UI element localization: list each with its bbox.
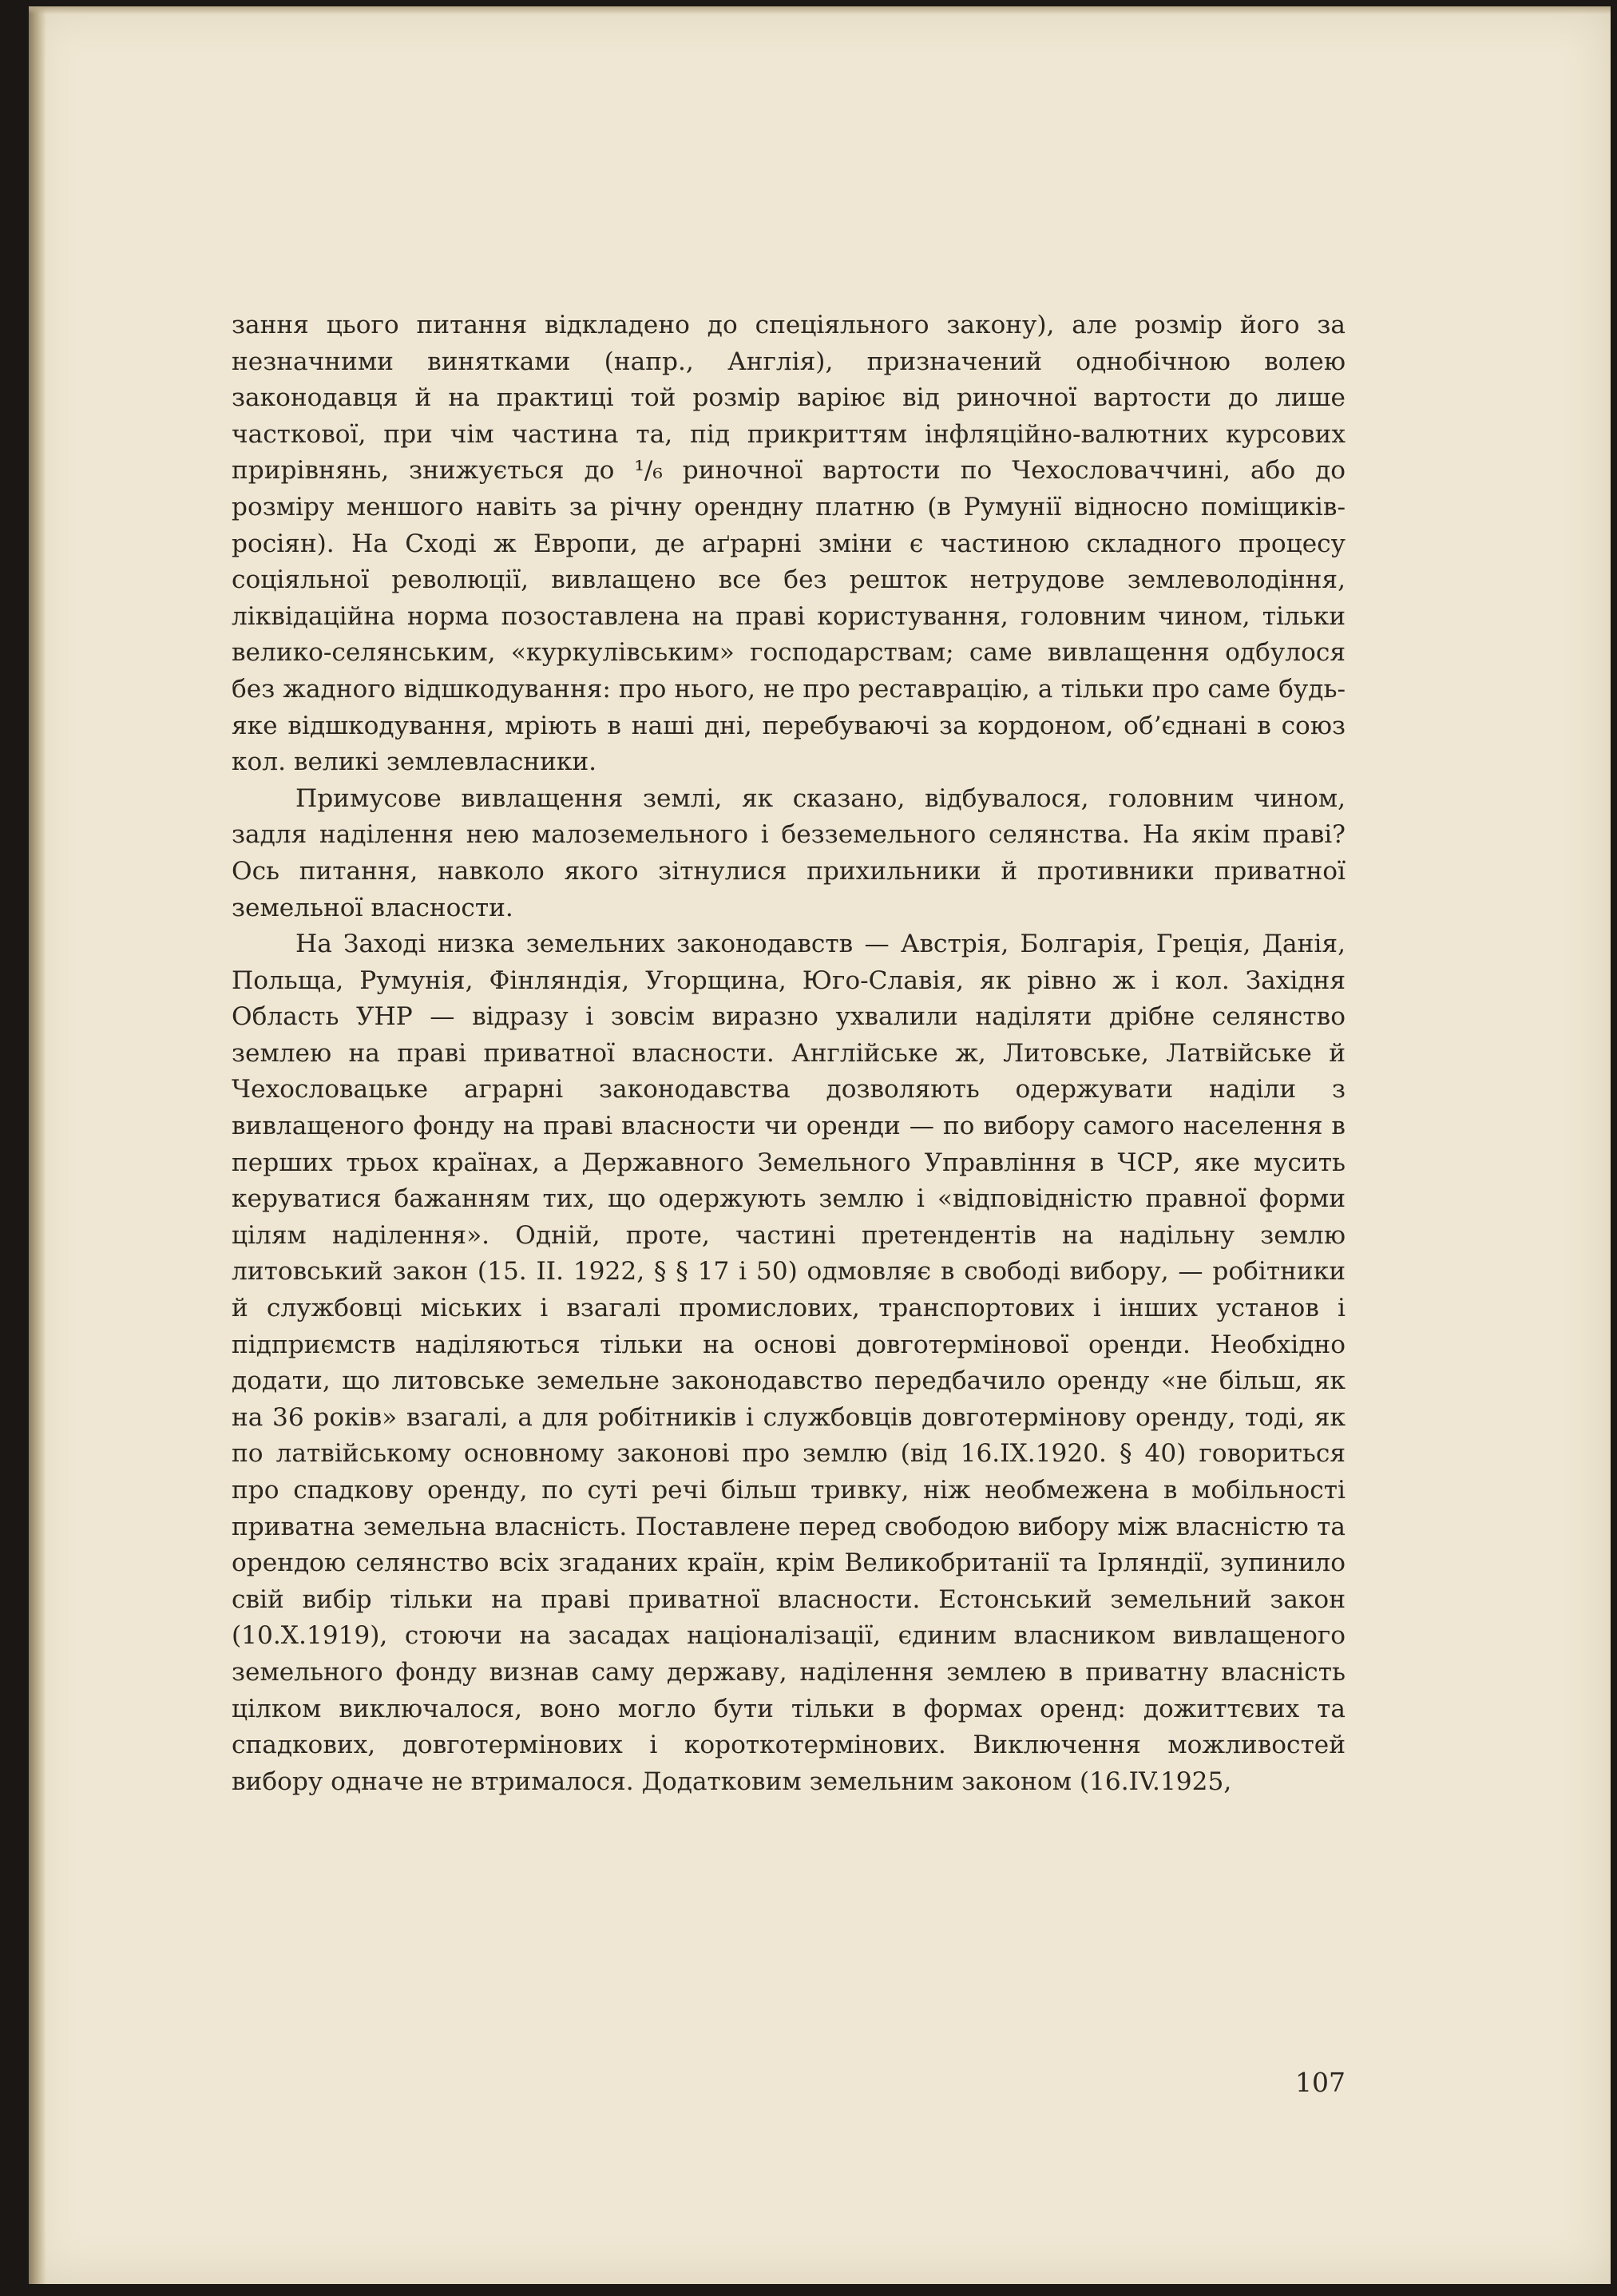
page-spine-edge	[29, 6, 46, 2284]
paragraph-1: зання цього питання відкладено до спеціяльного закону), але розмір його за незначними винятками (напр., Англія), призначений однобічною волею законодавця й на практиці той розмір варіює від риночної вартости до лише часткової, при чім частина та, під прикриттям інфляційно-валютних курсових прирівнянь, знижується до ¹/₆ риночної вартости по Чехословаччині, або до розміру меншого навіть за річну орендну платню (в Румунії відносно поміщиків-росіян). На Сході ж Европи, де аґрарні зміни є частиною складного процесу соціяльної революції, вивлащено все без решток нетрудове землеволодіння, ліквідаційна норма позоставлена на праві користування, головним чином, тільки велико-селянським, «куркулівським» господарствам; саме вивлащення одбулося без жадного відшкодування: про нього, не про реставрацію, а тільки про саме будь-яке відшкодування, мріють в наші дні, перебуваючі за кордоном, об’єднані в союз кол. великі землевласники.	[232, 311, 1346, 777]
paragraph-2: Примусове вивлащення землі, як сказано, відбувалося, головним чином, задля наділення нею малоземельного і безземельного селянства. На якім праві? Ось питання, навколо якого зітнулися прихильники й противники приватної земельної власности.	[232, 783, 1346, 922]
body-text	[232, 307, 1346, 1800]
paragraph-3: На Заході низка земельних законодавств — Австрія, Болгарія, Греція, Данія, Польща, Румунія, Фінляндія, Угорщина, Юго-Славія, як рівно ж і кол. Західня Область УНР — відразу і зовсім виразно ухвалили наділяти дрібне селянство землею на праві приватної власности. Англійське ж, Литовське, Латвійське й Чехословацьке аграрні законодавства дозволяють одержувати наділи з вивлащеного фонду на праві власности чи оренди — по вибору самого населення в перших трьох країнах, а Державного Земельного Управління в ЧСР, яке мусить керуватися бажанням тих, що одержують землю і «відповідністю правної форми цілям наділення». Одній, проте, частині претендентів на надільну землю литовський закон (15. II. 1922, § § 17 і 50) одмовляє в свободі вибору, — робітники й службовці міських і взагалі промислових, транспортових і інших установ і підприємств наділяються тільки на основі довготермінової оренди. Необхідно додати, що литовське земельне законодавство передбачило оренду «не більш, як на 36 років» взагалі, а для робітників і службовців довготермінову оренду, тоді, як по латвійському основному законові про землю (від 16.IX.1920. § 40) говориться про спадкову оренду, по суті речі більш тривку, ніж необмежена в мобільності приватна земельна власність. Поставлене перед свободою вибору між власністю та орендою селянство всіх згаданих країн, крім Великобританії та Ірляндії, зупинило свій вибір тільки на праві приватної власности. Естонський земельний закон (10.X.1919), стоючи на засадах націоналізації, єдиним власником вивлащеного земельного фонду визнав саму державу, наділення землею в приватну власність цілком виключалося, воно могло бути тільки в формах оренд: дожиттєвих та спадкових, довготермінових і короткотермінових. Виключення можливостей вибору одначе не втрималося. Додатковим земельним законом (16.IV.1925,	[232, 930, 1346, 1796]
page-number: 107	[1295, 2067, 1346, 2098]
page-top-edge	[29, 6, 1611, 14]
